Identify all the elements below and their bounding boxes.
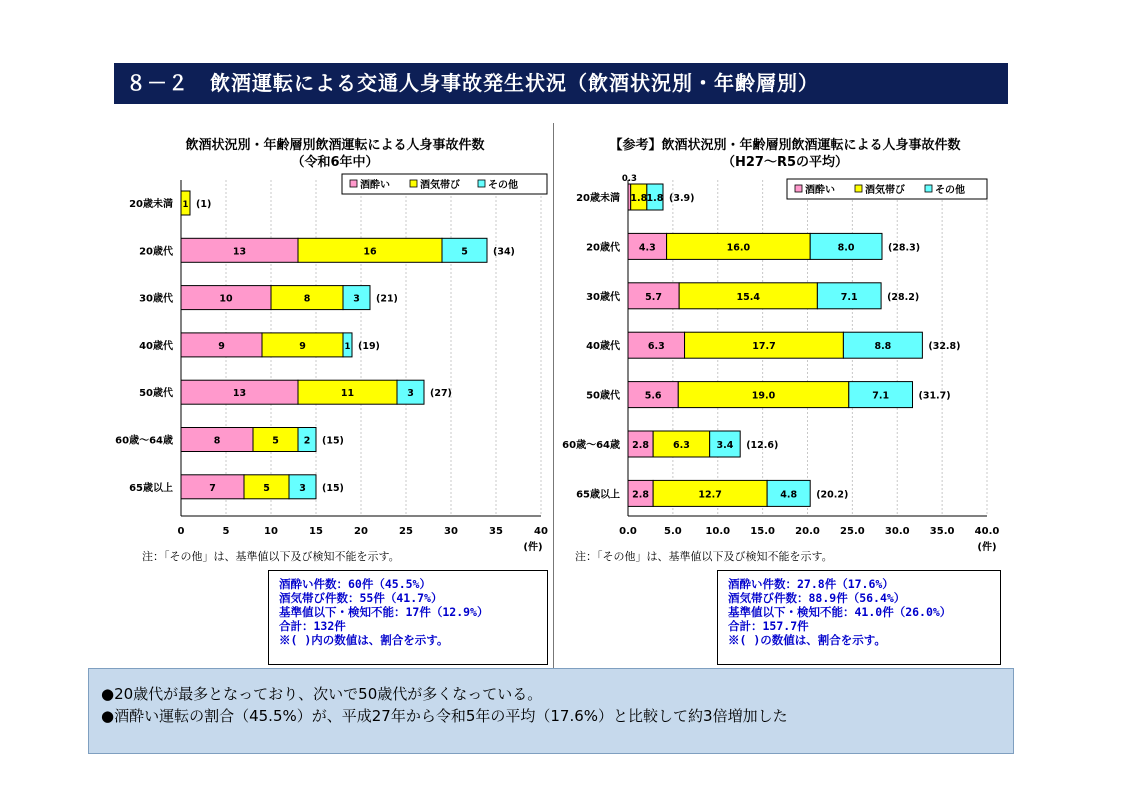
- left-data-label-other: 3: [407, 388, 414, 400]
- left-total-label: (34): [493, 246, 515, 258]
- right-x-axis-label: (件): [977, 542, 997, 553]
- right-data-label-other: 8.0: [837, 242, 855, 254]
- right-data-label-other: 1.8: [646, 193, 664, 204]
- right-summary-dui: 酒気帯び件数：88.9件（56.4%）: [728, 591, 906, 605]
- left-chart-title-line2: （令和6年中）: [291, 155, 379, 170]
- right-data-label-drunk: 2.8: [632, 440, 649, 451]
- left-data-label-drunk: 9: [218, 340, 225, 352]
- right-x-tick-label: 0.0: [619, 526, 637, 537]
- left-summary-box: [268, 570, 548, 665]
- right-summary-total: 合計：157.7件: [728, 619, 809, 633]
- left-summary-dui: 酒気帯び件数：55件（41.7%）: [279, 591, 443, 605]
- right-total-label: (32.8): [928, 341, 961, 353]
- left-data-label-drunk: 10: [219, 293, 233, 305]
- left-total-label: (15): [322, 482, 344, 494]
- right-x-tick-label: 15.0: [750, 526, 775, 537]
- left-data-label-dui: 1: [182, 200, 189, 210]
- left-data-label-dui: 16: [363, 246, 377, 258]
- right-x-tick-label: 35.0: [929, 526, 955, 537]
- left-data-label-other: 5: [461, 246, 468, 258]
- right-legend-swatch-drunk: [795, 185, 802, 192]
- right-data-label-drunk: 5.6: [644, 390, 662, 402]
- left-category-label: 20歳未満: [129, 199, 173, 210]
- right-data-label-dui: 15.4: [736, 291, 760, 303]
- right-total-label: (31.7): [918, 390, 951, 402]
- left-x-tick-label: 10: [264, 526, 278, 537]
- left-data-label-other: 1: [344, 341, 351, 352]
- right-x-tick-label: 10.0: [705, 526, 731, 537]
- right-category-label: 50歳代: [586, 390, 620, 402]
- left-data-label-drunk: 8: [213, 435, 221, 447]
- left-data-label-dui: 9: [299, 340, 306, 352]
- left-summary-other: 基準値以下・検知不能：17件（12.9%）: [279, 605, 489, 619]
- left-data-label-drunk: 13: [232, 246, 247, 258]
- right-data-label-other: 4.8: [780, 489, 798, 501]
- right-data-label-dui: 1.8: [630, 193, 648, 204]
- right-legend-label-drunk: 酒酔い: [805, 185, 835, 196]
- left-summary-footnote: ※( )内の数値は、割合を示す。: [279, 633, 449, 647]
- left-data-label-dui: 5: [263, 482, 270, 494]
- right-data-label-drunk: 6.3: [647, 341, 665, 353]
- left-summary-drunk: 酒酔い件数：60件（45.5%）: [279, 577, 431, 591]
- right-data-label-other: 7.1: [872, 390, 890, 402]
- left-x-tick-label: 20: [354, 526, 368, 537]
- left-summary-total: 合計：132件: [279, 619, 346, 633]
- left-legend-label-dui: 酒気帯び: [420, 180, 460, 191]
- right-data-label-dui: 16.0: [726, 242, 751, 254]
- left-category-label: 50歳代: [139, 388, 173, 400]
- right-total-label: (28.2): [887, 291, 920, 303]
- left-data-label-other: 3: [353, 293, 360, 305]
- left-data-label-dui: 11: [340, 388, 355, 400]
- left-data-label-dui: 8: [303, 293, 311, 305]
- right-chart-title-line1: 【参考】飲酒状況別・年齢層別飲酒運転による人身事故件数: [609, 138, 961, 153]
- right-data-label-other: 8.8: [874, 341, 892, 353]
- right-category-label: 30歳代: [586, 291, 620, 303]
- left-data-label-other: 2: [303, 435, 311, 447]
- left-data-label-drunk: 13: [232, 388, 247, 400]
- right-total-label: (3.9): [669, 193, 695, 204]
- right-legend-swatch-other: [925, 185, 932, 192]
- left-total-label: (15): [322, 435, 344, 447]
- right-data-label-dui: 19.0: [751, 390, 776, 402]
- left-legend-label-drunk: 酒酔い: [360, 180, 390, 191]
- right-legend-label-dui: 酒気帯び: [865, 185, 905, 196]
- right-total-label: (20.2): [816, 489, 849, 501]
- right-total-label: (12.6): [746, 440, 779, 451]
- right-note: 注：「その他」は、基準値以下及び検知不能を示す。: [575, 550, 833, 563]
- conclusion-box: [88, 668, 1014, 754]
- column-divider: [553, 123, 554, 668]
- right-category-label: 20歳代: [586, 242, 620, 254]
- left-category-label: 60歳～64歳: [115, 435, 173, 447]
- right-data-label-dui: 6.3: [672, 440, 690, 451]
- right-data-label-drunk: 4.3: [638, 242, 656, 254]
- right-data-label-dui: 17.7: [752, 341, 776, 353]
- right-category-label: 60歳～64歳: [562, 440, 620, 451]
- right-summary-drunk: 酒酔い件数：27.8件（17.6%）: [728, 577, 894, 591]
- right-summary-other: 基準値以下・検知不能：41.0件（26.0%）: [728, 605, 952, 619]
- right-summary-footnote: ※( )の数値は、割合を示す。: [728, 633, 886, 647]
- right-category-label: 40歳代: [586, 341, 620, 353]
- right-data-label-other: 3.4: [716, 440, 734, 451]
- left-data-label-other: 3: [299, 482, 306, 494]
- left-legend-label-other: その他: [488, 180, 518, 191]
- left-data-label-dui: 5: [272, 435, 279, 447]
- left-x-tick-label: 30: [444, 526, 458, 537]
- right-x-tick-label: 5.0: [664, 526, 682, 537]
- left-chart-title-line1: 飲酒状況別・年齢層別飲酒運転による人身事故件数: [185, 138, 485, 153]
- left-total-label: (21): [376, 293, 398, 305]
- right-data-label-dui: 12.7: [698, 489, 722, 501]
- right-legend-swatch-dui: [855, 185, 862, 192]
- right-data-label-drunk: 5.7: [645, 291, 663, 303]
- left-category-label: 65歳以上: [129, 482, 173, 494]
- page-title: ８－２ 飲酒運転による交通人身事故発生状況（飲酒状況別・年齢層別）: [114, 63, 1008, 104]
- left-x-tick-label: 0: [177, 526, 185, 537]
- left-note: 注：「その他」は、基準値以下及び検知不能を示す。: [142, 550, 400, 563]
- left-total-label: (19): [358, 340, 380, 352]
- left-x-tick-label: 35: [489, 526, 503, 537]
- left-data-label-drunk: 7: [209, 482, 216, 494]
- right-data-label-other: 7.1: [840, 291, 858, 303]
- left-x-tick-label: 15: [309, 526, 323, 537]
- right-category-label: 20歳未満: [576, 193, 620, 204]
- conclusion-line-2: ●酒酔い運転の割合（45.5%）が、平成27年から令和5年の平均（17.6%）と比較して約3倍増加した: [101, 707, 788, 725]
- left-total-label: (27): [430, 388, 452, 400]
- right-x-tick-label: 30.0: [884, 526, 910, 537]
- left-x-tick-label: 25: [399, 526, 413, 537]
- right-data-label-drunk: 0.3: [621, 174, 637, 184]
- right-x-tick-label: 20.0: [795, 526, 820, 537]
- right-summary-box: [717, 570, 1001, 665]
- left-x-axis-label: (件): [523, 542, 543, 553]
- right-chart-title-line2: （H27～R5の平均）: [721, 155, 849, 170]
- right-x-tick-label: 40.0: [974, 526, 1000, 537]
- right-data-label-drunk: 2.8: [632, 489, 649, 501]
- left-total-label: (1): [196, 199, 212, 210]
- left-category-label: 40歳代: [139, 340, 173, 352]
- right-x-tick-label: 25.0: [840, 526, 865, 537]
- left-category-label: 30歳代: [139, 293, 173, 305]
- right-total-label: (28.3): [887, 242, 921, 254]
- conclusion-line-1: ●20歳代が最多となっており、次いで50歳代が多くなっている。: [101, 685, 543, 703]
- left-x-tick-label: 5: [222, 526, 230, 537]
- left-x-tick-label: 40: [534, 526, 548, 537]
- right-category-label: 65歳以上: [576, 489, 620, 501]
- right-legend-label-other: その他: [935, 185, 965, 196]
- left-category-label: 20歳代: [139, 246, 173, 258]
